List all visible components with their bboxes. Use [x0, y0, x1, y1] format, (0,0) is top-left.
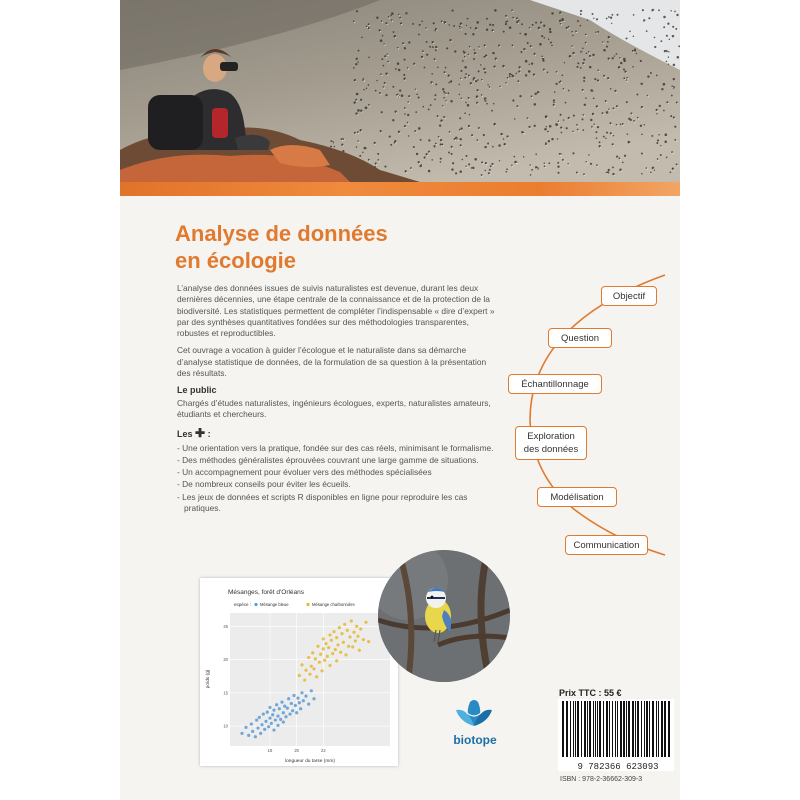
data-point: [355, 625, 358, 628]
legend-entry: Mésange bleue: [260, 602, 289, 607]
data-point: [358, 649, 361, 652]
data-point: [335, 659, 338, 662]
data-point: [251, 730, 254, 733]
description-text: [177, 283, 495, 515]
list-item: - Des méthodes généralistes éprouvées couvrant une large gamme de situations.: [177, 454, 479, 465]
data-point: [367, 640, 370, 643]
publisher-name: biotope: [453, 733, 497, 747]
data-point: [279, 718, 282, 721]
data-point: [259, 732, 262, 735]
data-point: [287, 697, 290, 700]
data-point: [276, 714, 279, 717]
plus-icon: ✚: [195, 426, 206, 441]
y-tick-label: 25: [223, 623, 228, 629]
data-point: [328, 633, 331, 636]
workflow-step-echantillonnage: Échantillonnage: [508, 374, 602, 394]
data-point: [362, 638, 365, 641]
data-point: [270, 722, 273, 725]
data-point: [300, 691, 303, 694]
data-point: [311, 651, 314, 654]
data-point: [310, 665, 313, 668]
data-point: [302, 699, 305, 702]
data-point: [255, 718, 258, 721]
x-tick-label: 18: [267, 748, 273, 753]
data-point: [348, 635, 351, 638]
data-point: [294, 704, 297, 707]
list-item: - Les jeux de données et scripts R disponibles en ligne pour reproduire les cas pratiques.: [177, 491, 468, 514]
blue-tit-photo: [378, 550, 510, 682]
data-point: [314, 657, 317, 660]
title-line-2: en écologie: [175, 248, 297, 273]
data-point: [318, 661, 321, 664]
data-point: [300, 663, 303, 666]
data-point: [338, 626, 341, 629]
data-point: [350, 619, 353, 622]
data-point: [292, 694, 295, 697]
cover-photo: [120, 0, 680, 182]
data-point: [354, 639, 357, 642]
y-tick-label: 10: [223, 723, 228, 729]
data-point: [264, 720, 267, 723]
legend-entry: Mésange charbonnière: [312, 602, 355, 607]
data-point: [310, 689, 313, 692]
data-point: [299, 707, 302, 710]
data-point: [324, 642, 327, 645]
data-point: [254, 735, 257, 738]
scatter-chart: [200, 578, 398, 766]
data-point: [352, 631, 355, 634]
data-point: [359, 627, 362, 630]
data-point: [344, 653, 347, 656]
workflow-step-exploration: Exploration des données: [515, 426, 587, 460]
plus-heading-label: Les: [177, 429, 193, 440]
data-point: [323, 659, 326, 662]
data-point: [268, 716, 271, 719]
data-point: [276, 724, 279, 727]
data-point: [291, 709, 294, 712]
workflow-step-question: Question: [548, 328, 612, 348]
list-item: - Un accompagnement pour évoluer vers des méthodes spécialisées: [177, 467, 432, 478]
plus-heading: [177, 428, 495, 440]
y-tick-label: 20: [223, 657, 228, 663]
data-point: [308, 673, 311, 676]
data-point: [335, 636, 338, 639]
data-point: [339, 651, 342, 654]
data-point: [298, 674, 301, 677]
data-point: [320, 669, 323, 672]
data-point: [263, 728, 266, 731]
description-paragraph-1: L’analyse des données issues de suivis naturalistes est devenue, durant les deux dernières décennies, une étape centrale de la connaissance et de la protection de la biodiversité. Les statistiques permettent de compléter l’indispensable « dire d’expert » par des synthèses quantitatives fondées sur des méthodologies transparentes, robustes et reproductibles.: [177, 283, 495, 339]
x-tick-label: 22: [320, 748, 326, 753]
data-point: [331, 652, 334, 655]
data-point: [272, 708, 275, 711]
data-point: [312, 667, 315, 670]
data-point: [274, 718, 277, 721]
data-point: [330, 639, 333, 642]
data-point: [307, 656, 310, 659]
data-point: [256, 726, 259, 729]
book-title: [175, 220, 475, 274]
description-paragraph-2: Cet ouvrage a vocation à guider l’écologue et le naturaliste dans sa démarche d’analyse statistique de données, de la formulation de sa question à la présentation des résultats.: [177, 345, 487, 379]
data-point: [275, 703, 278, 706]
data-point: [282, 720, 285, 723]
data-point: [334, 648, 337, 651]
data-point: [284, 715, 287, 718]
barcode-svg: [558, 699, 674, 771]
data-point: [343, 623, 346, 626]
data-point: [351, 645, 354, 648]
data-point: [240, 732, 243, 735]
list-item: - De nombreux conseils pour éviter les écueils.: [177, 479, 351, 490]
data-point: [286, 706, 289, 709]
data-point: [258, 716, 261, 719]
biotope-logo: [440, 696, 510, 756]
data-point: [307, 703, 310, 706]
data-point: [271, 713, 274, 716]
data-point: [322, 647, 325, 650]
data-point: [319, 653, 322, 656]
data-point: [268, 706, 271, 709]
plus-heading-colon: :: [207, 429, 211, 440]
data-point: [304, 695, 307, 698]
data-point: [332, 630, 335, 633]
data-point: [315, 675, 318, 678]
title-line-1: Analyse de données: [175, 221, 388, 246]
data-point: [347, 645, 350, 648]
legend-title: espèce :: [234, 602, 252, 607]
data-point: [327, 646, 330, 649]
legend-swatch: [254, 603, 257, 606]
chart-title: Mésanges, forêt d'Orléans: [228, 589, 305, 596]
data-point: [303, 679, 306, 682]
public-heading: Le public: [177, 385, 217, 396]
list-item: - Une orientation vers la pratique, fondée sur des cas réels, minimisant le formalisme.: [177, 442, 494, 453]
photo-birdwatcher-colony: [120, 0, 680, 182]
data-point: [288, 712, 291, 715]
workflow-step-modelisation: Modélisation: [537, 487, 617, 507]
data-point: [346, 629, 349, 632]
data-point: [316, 645, 319, 648]
data-point: [304, 669, 307, 672]
orange-band: [120, 182, 680, 196]
barcode-number: 9 782366 623093: [577, 762, 659, 771]
isbn-label: ISBN : 978-2-36662-309-3: [560, 776, 643, 783]
price-label: Prix TTC : 55 €: [559, 688, 622, 698]
legend-swatch: [306, 603, 309, 606]
data-point: [280, 701, 283, 704]
y-axis-label: poids (g): [206, 669, 211, 689]
data-point: [278, 707, 281, 710]
data-point: [267, 725, 270, 728]
data-point: [266, 710, 269, 713]
data-point: [312, 697, 315, 700]
chart-svg: [200, 578, 398, 766]
data-point: [272, 728, 275, 731]
data-point: [298, 701, 301, 704]
book-back-cover: [120, 0, 680, 800]
advantages-list: [177, 443, 495, 515]
data-point: [336, 643, 339, 646]
data-point: [290, 702, 293, 705]
data-point: [356, 635, 359, 638]
workflow-step-objectif: Objectif: [601, 286, 657, 306]
y-tick-label: 15: [223, 690, 228, 696]
barcode: [558, 699, 674, 771]
data-point: [340, 632, 343, 635]
blue-tit-illustration: [378, 550, 510, 682]
workflow-step-communication: Communication: [565, 535, 648, 555]
data-point: [247, 734, 250, 737]
data-point: [326, 655, 329, 658]
data-point: [322, 637, 325, 640]
data-point: [364, 621, 367, 624]
data-point: [262, 712, 265, 715]
public-text: Chargés d’études naturalistes, ingénieurs écologues, experts, naturalistes amateurs, étudiants et chercheurs.: [177, 397, 491, 419]
data-point: [260, 723, 263, 726]
data-point: [283, 705, 286, 708]
x-axis-label: longueur du tarse (mm): [285, 759, 335, 764]
data-point: [328, 664, 331, 667]
data-point: [282, 711, 285, 714]
data-point: [296, 697, 299, 700]
data-point: [250, 722, 253, 725]
x-tick-label: 20: [294, 748, 300, 753]
data-point: [342, 641, 345, 644]
data-point: [295, 711, 298, 714]
data-point: [244, 726, 247, 729]
